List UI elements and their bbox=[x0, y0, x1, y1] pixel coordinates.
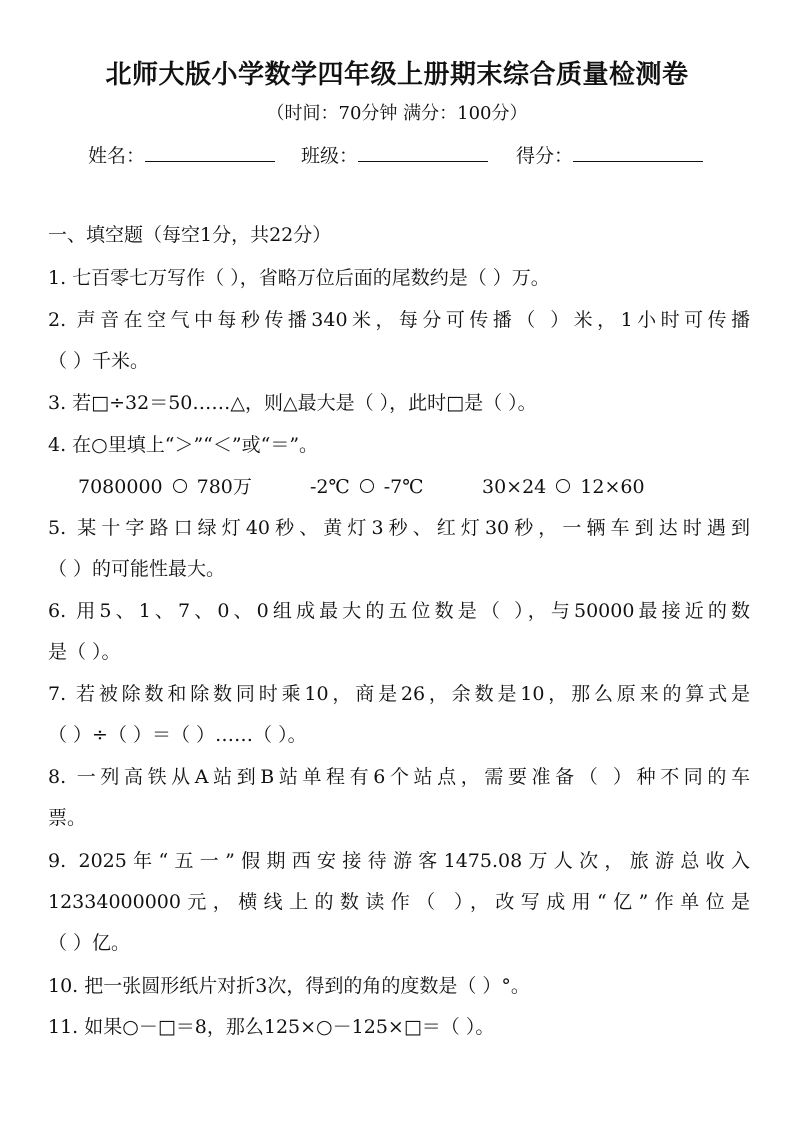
question-8-line-2: 票。 bbox=[48, 807, 87, 829]
section-heading: 一、填空题（每空1分，共22分） bbox=[48, 224, 332, 246]
compare-item-3 bbox=[482, 474, 645, 500]
question-1: 1. 七百零七万写作（ ），省略万位后面的尾数约是（ ）万。 bbox=[48, 267, 550, 289]
compare-2-right: -7℃ bbox=[383, 476, 424, 498]
class-blank bbox=[358, 143, 488, 162]
compare-3-left: 30×24 bbox=[482, 476, 547, 498]
class-field bbox=[301, 141, 488, 168]
answer-circle-icon[interactable] bbox=[173, 479, 187, 493]
question-2-line-1: 2. 声音在空气中每秒传播340米，每分可传播（ ）米，1小时可传播 bbox=[48, 309, 750, 331]
question-4-line-1: 4. 在○里填上“＞”“＜”或“＝”。 bbox=[48, 434, 319, 456]
name-blank bbox=[145, 143, 275, 162]
page-title: 北师大版小学数学四年级上册期末综合质量检测卷 bbox=[105, 60, 689, 90]
compare-2-left: -2℃ bbox=[310, 476, 350, 498]
compare-1-right: 780万 bbox=[196, 476, 252, 498]
name-label: 姓名： bbox=[88, 145, 146, 167]
question-10: 10. 把一张圆形纸片对折3次，得到的角的度数是（ ）°。 bbox=[48, 975, 530, 997]
answer-circle-icon[interactable] bbox=[556, 479, 570, 493]
compare-item-2 bbox=[310, 474, 424, 500]
name-field bbox=[88, 141, 275, 168]
question-2-line-2: （ ）千米。 bbox=[48, 350, 150, 372]
question-6-line-1: 6. 用5、1、7、0、0组成最大的五位数是（ ），与50000最接近的数 bbox=[48, 600, 750, 622]
score-field bbox=[516, 141, 703, 168]
question-9-line-1: 9. 2025年“五一”假期西安接待游客1475.08万人次，旅游总收入 bbox=[48, 850, 750, 872]
question-5-line-2: （ ）的可能性最大。 bbox=[48, 558, 226, 580]
question-9-line-3: （ ）亿。 bbox=[48, 932, 131, 954]
compare-3-right: 12×60 bbox=[580, 476, 645, 498]
question-6-line-2: 是（ ）。 bbox=[48, 641, 121, 663]
question-11: 11. 如果○－□＝8，那么125×○－125×□＝（ ）。 bbox=[48, 1016, 495, 1038]
question-8-line-1: 8. 一列高铁从A站到B站单程有6个站点，需要准备（ ）种不同的车 bbox=[48, 766, 750, 788]
question-5-line-1: 5. 某十字路口绿灯40秒、黄灯3秒、红灯30秒，一辆车到达时遇到 bbox=[48, 517, 750, 539]
score-blank bbox=[573, 143, 703, 162]
compare-1-left: 7080000 bbox=[78, 476, 163, 498]
question-3: 3. 若□÷32＝50……△，则△最大是（ ），此时□是（ ）。 bbox=[48, 392, 537, 414]
question-9-line-2: 12334000000元，横线上的数读作（ ），改写成用“亿”作单位是 bbox=[48, 891, 750, 913]
exam-subtitle: （时间：70分钟 满分：100分） bbox=[266, 103, 528, 124]
question-7-line-1: 7. 若被除数和除数同时乘10，商是26，余数是10，那么原来的算式是 bbox=[48, 683, 750, 705]
question-7-line-2: （ ）÷（ ）＝（ ）……（ ）。 bbox=[48, 724, 307, 746]
answer-circle-icon[interactable] bbox=[360, 479, 374, 493]
class-label: 班级： bbox=[301, 145, 359, 167]
score-label: 得分： bbox=[516, 145, 574, 167]
compare-item-1 bbox=[78, 474, 252, 500]
